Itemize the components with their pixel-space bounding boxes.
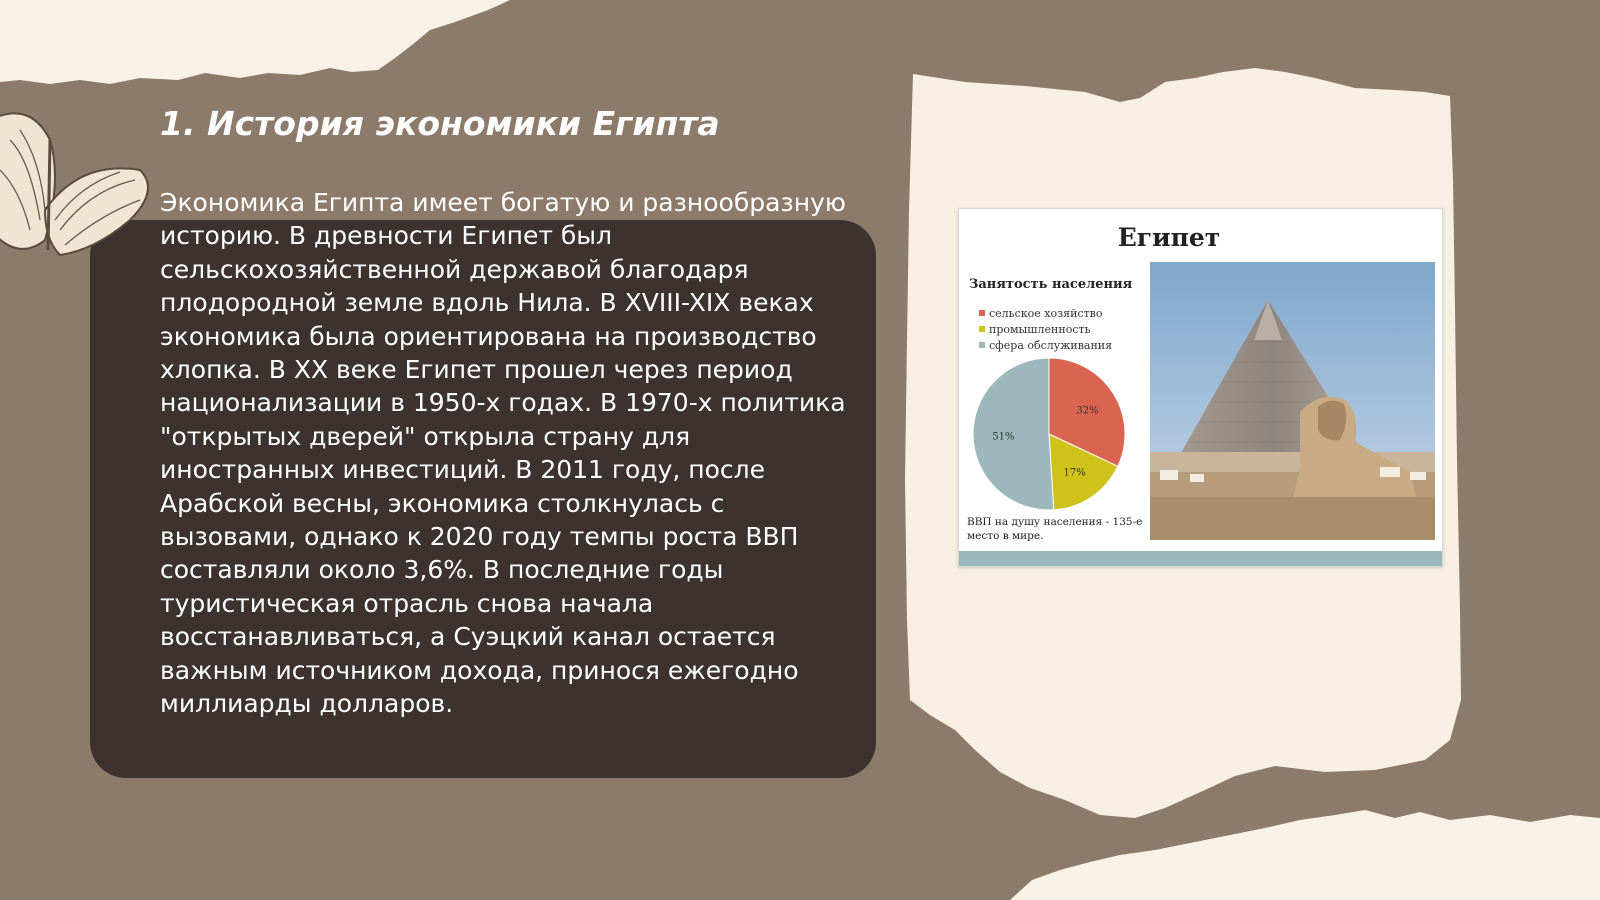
legend-item-agriculture (979, 305, 1112, 321)
chart-legend (979, 305, 1112, 353)
legend-item-services (979, 337, 1112, 353)
employment-pie-chart (969, 354, 1129, 514)
pie-label-0: 32% (1076, 405, 1099, 417)
torn-paper-top (0, 0, 510, 84)
legend-swatch (979, 326, 985, 332)
pie-label-1: 17% (1063, 467, 1086, 479)
pyramid-sphinx-photo (1150, 262, 1435, 540)
embedded-slide-title: Египет (1117, 223, 1221, 252)
legend-label: промышленность (989, 322, 1091, 336)
gdp-footnote: ВВП на душу населения - 135-е место в мире. (967, 516, 1143, 542)
slide-title: 1. История экономики Египта (160, 104, 720, 143)
torn-paper-bottom (1010, 810, 1600, 900)
slide-body-text: Экономика Египта имеет богатую и разнообразную историю. В древности Египет был сельскохозяйственной державой благодаря плодородной земле вдоль Нила. В XVIII-XIX веках экономика была ориентирована на производство хлопка. В XX веке Египет прошел через период национализации в 1950-х годах. В 1970-х политика "открытых дверей" открыла страну для иностранных инвестиций. В 2011 году, после Арабской весны, экономика столкнулась с вызовами, однако к 2020 году темпы роста ВВП составляли около 3,6%. В последние годы туристическая отрасль снова начала восстанавливаться, а Суэцкий канал остается важным источником дохода, принося ежегодно миллиарды долларов. (160, 188, 846, 719)
legend-swatch (979, 342, 985, 348)
butterfly-icon (0, 100, 160, 280)
chart-title: Занятость населения (969, 277, 1133, 292)
legend-swatch (979, 310, 985, 316)
pie-label-2: 51% (992, 431, 1015, 443)
slide-footer-bar (959, 551, 1442, 566)
embedded-slide (958, 208, 1443, 567)
legend-label: сфера обслуживания (989, 338, 1113, 352)
legend-item-industry (979, 321, 1112, 337)
legend-label: сельское хозяйство (989, 306, 1103, 320)
